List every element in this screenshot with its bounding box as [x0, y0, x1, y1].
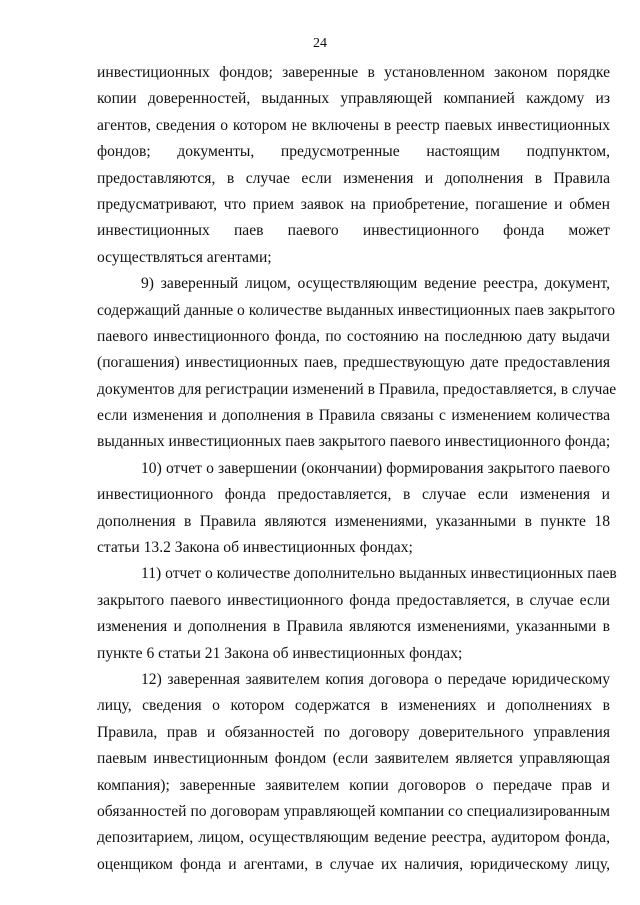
text-line: предусматривают, что прием заявок на приобретение, погашение и обмен — [97, 195, 610, 213]
text-line: компания); заверенные заявителем копии договоров о передаче прав и — [97, 776, 610, 794]
text-line: агентов, сведения о котором не включены в реестр паевых инвестиционных — [97, 116, 610, 134]
text-line: обязанностей по договорам управляющей компании со специализированным — [97, 802, 610, 820]
text-line: инвестиционных фондов; заверенные в установленном законом порядке — [97, 64, 610, 81]
text-line: предоставляются, в случае если изменения и дополнения в Правила — [97, 169, 610, 187]
text-line: паевого инвестиционного фонда, по состоянию на последнюю дату выдачи — [97, 327, 610, 345]
text-line: выданных инвестиционных паев закрытого паевого инвестиционного фонда; — [97, 433, 611, 451]
text-line: 11) отчет о количестве дополнительно выданных инвестиционных паев — [141, 565, 617, 583]
text-line: 10) отчет о завершении (окончании) формирования закрытого паевого — [141, 459, 610, 477]
document-body — [97, 60, 617, 878]
text-line: осуществляться агентами; — [97, 248, 272, 266]
text-line: копии доверенностей, выданных управляющей компанией каждому из — [97, 90, 610, 108]
text-line: (погашения) инвестиционных паев, предшествующую дате предоставления — [97, 354, 610, 372]
text-line: 9) заверенный лицом, осуществляющим ведение реестра, документ, — [141, 275, 610, 293]
text-line: паевым инвестиционным фондом (если заявителем является управляющая — [97, 750, 610, 768]
text-line: если изменения и дополнения в Правила связаны с изменением количества — [97, 407, 610, 425]
text-line: содержащий данные о количестве выданных инвестиционных паев закрытого — [97, 301, 616, 319]
text-line: изменения и дополнения в Правила являются изменениями, указанными в — [97, 618, 610, 636]
text-line: лицу, сведения о котором содержатся в изменениях и дополнениях в — [97, 697, 610, 715]
text-line: закрытого паевого инвестиционного фонда предоставляется, в случае если — [97, 591, 610, 609]
text-line: 12) заверенная заявителем копия договора о передаче юридическому — [141, 670, 610, 688]
text-line: пункте 6 статьи 21 Закона об инвестиционных фондах; — [97, 644, 463, 662]
text-line: статьи 13.2 Закона об инвестиционных фондах; — [97, 539, 413, 557]
text-line: инвестиционного фонда предоставляется, в случае если изменения и — [97, 486, 610, 504]
text-line: оценщиком фонда и агентами, в случае их наличия, юридическому лицу, — [97, 855, 610, 873]
text-line: инвестиционных паев паевого инвестиционного фонда может — [97, 222, 610, 240]
text-line: фондов; документы, предусмотренные настоящим подпунктом, — [97, 143, 610, 161]
text-line: депозитарием, лицом, осуществляющим ведение реестра, аудитором фонда, — [97, 829, 610, 847]
text-line: Правила, прав и обязанностей по договору доверительного управления — [97, 723, 610, 741]
text-line: дополнения в Правила являются изменениями, указанными в пункте 18 — [97, 512, 610, 530]
page-number: 24 — [313, 36, 327, 51]
text-line: документов для регистрации изменений в Правила, предоставляется, в случае — [97, 380, 617, 398]
